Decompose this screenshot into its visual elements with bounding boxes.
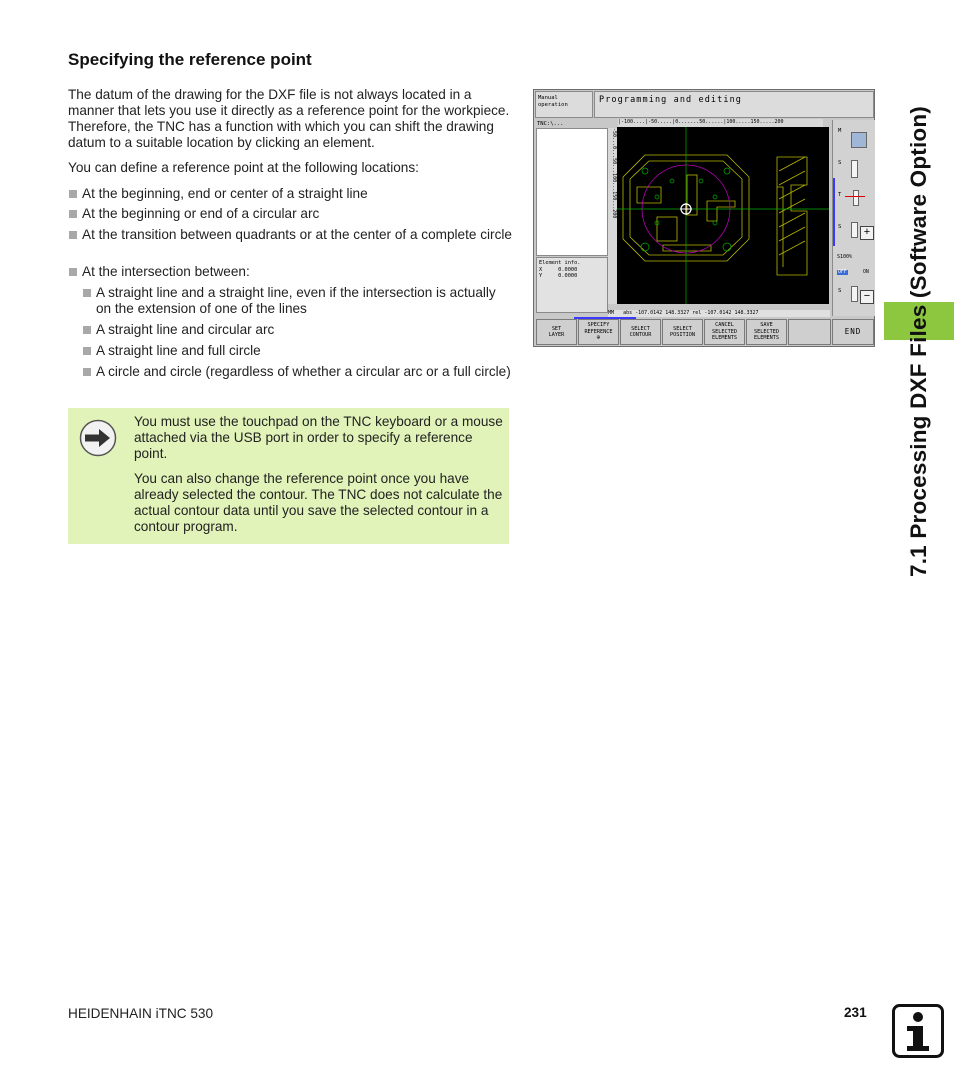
bullet-square-icon [83,326,91,334]
list-item: At the beginning, end or center of a straight line [68,186,512,202]
tnc-screenshot [533,89,875,347]
minus-icon[interactable]: − [860,290,874,304]
chapter-side-title: 7.1 Processing DXF Files (Software Option) [906,106,931,577]
softkey-select-contour[interactable]: SELECT CONTOUR [620,319,661,345]
bullet-square-icon [83,368,91,376]
softkey-end[interactable]: END [832,319,874,345]
note-box [68,408,509,544]
sub-list-item: A straight line and a straight line, even if the intersection is actually on the extension of one of the lines [82,285,512,317]
dxf-drawing-viewport [617,127,829,304]
machine-icon[interactable] [851,132,867,148]
intro-paragraph: The datum of the drawing for the DXF file is not always located in a manner that lets you use it directly as a reference point for the workpiece. Therefore, the TNC has a function with which you can shift the drawing datum to a suitable location by clicking an element. [68,87,510,150]
note-paragraph: You must use the touchpad on the TNC keyboard or a mouse attached via the USB port in order to specify a reference point. [134,414,503,461]
section-heading: Specifying the reference point [68,50,312,69]
layer-tree-panel [536,128,608,256]
spindle-icon[interactable] [851,286,858,302]
list-item: At the beginning or end of a circular arc [68,206,512,222]
page-number: 231 [844,1005,867,1020]
sub-list-item: A straight line and circular arc [82,322,512,338]
bullet-square-icon [69,210,77,218]
bullet-square-icon [83,289,91,297]
ruler-left: -50...0...50...100...150...200 [608,128,617,304]
info-icon [892,1004,944,1058]
bullet-square-icon [69,268,77,276]
tree-label: TNC:\... [537,121,564,127]
sub-list-item: A circle and circle (regardless of whether a circular arc or a full circle) [82,364,512,380]
softkey-cancel-selected-elements[interactable]: CANCEL SELECTED ELEMENTS [704,319,745,345]
vertical-softkey-column: M S T S + S100% OFF ON S − [832,120,875,316]
softkey-select-position[interactable]: SELECT POSITION [662,319,703,345]
bullet-square-icon [83,347,91,355]
softkey-save-selected-elements[interactable]: SAVE SELECTED ELEMENTS [746,319,787,345]
softkey-specify-reference[interactable]: SPECIFY REFERENCE ⊕ [578,319,619,345]
arrow-right-icon [79,419,117,457]
softkey-empty[interactable] [788,319,831,345]
spindle-icon[interactable] [851,160,858,178]
spindle-icon[interactable] [851,222,858,238]
list-item: At the transition between quadrants or at the center of a complete circle [68,227,512,243]
element-info-panel: Element info. X 0.0000 Y 0.0000 [536,257,608,313]
sub-list-item: A straight line and full circle [82,343,512,359]
locations-intro: You can define a reference point at the following locations: [68,160,419,175]
column-accent-bar [833,178,835,246]
footer-product: HEIDENHAIN iTNC 530 [68,1006,214,1021]
tool-icon[interactable] [845,190,865,204]
bullet-square-icon [69,231,77,239]
position-status-bar: MM abs -107.0142 148.3327 rel -107.0142 148.3327 [608,310,830,317]
screen-title-bar: Programming and editing [594,91,874,118]
list-item: At the intersection between: [68,264,512,280]
plus-icon[interactable]: + [860,226,874,240]
softkey-set-layer[interactable]: SET LAYER [536,319,577,345]
mode-box: Manual operation [535,91,593,118]
bullet-square-icon [69,190,77,198]
note-paragraph: You can also change the reference point once you have already selected the contour. The TNC does not calculate the actual contour data until you save the selected contour in a contour program. [134,471,503,534]
ruler-top: |-100....|-50.....|0.......50......|100.....150.....200 [618,119,823,127]
